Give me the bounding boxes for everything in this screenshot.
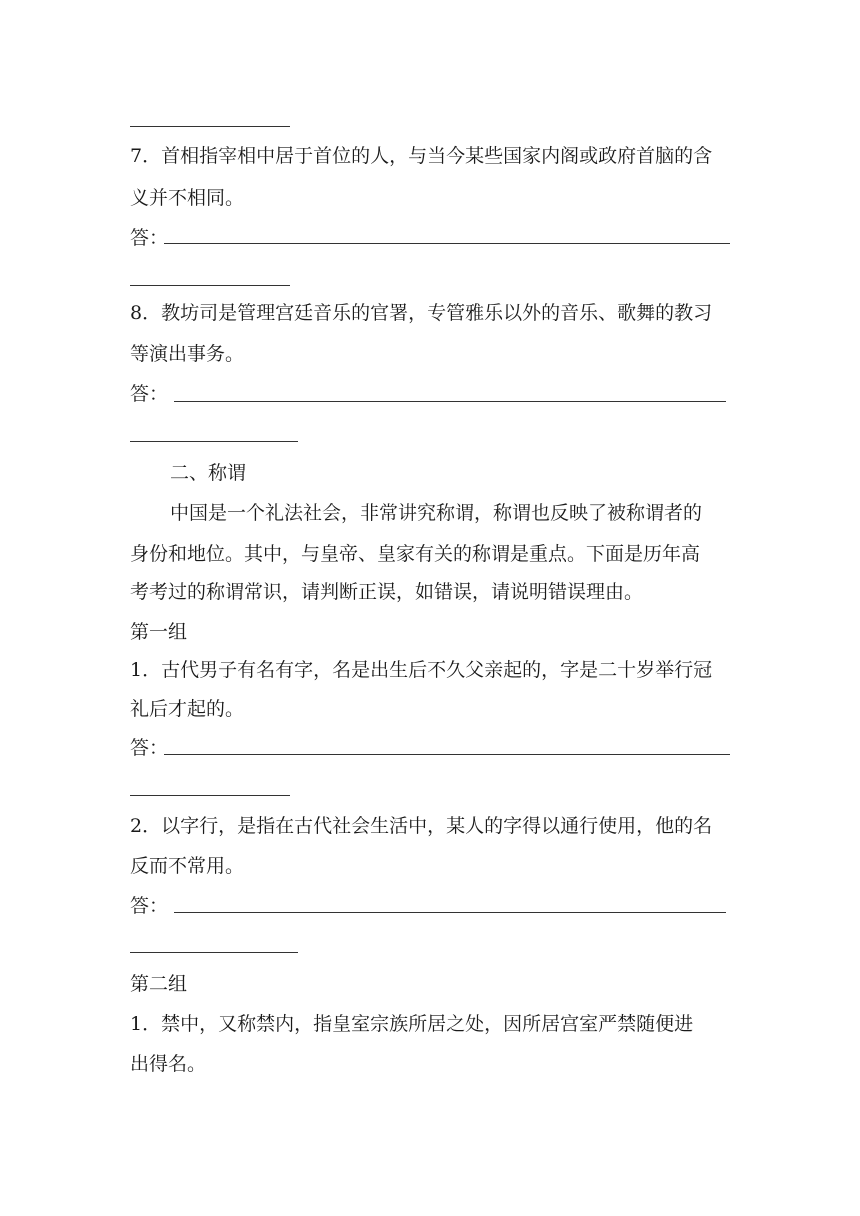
answer-line[interactable] <box>164 243 730 244</box>
section-title: 二、称谓 <box>170 462 247 484</box>
section-intro-line-3: 考考过的称谓常识，请判断正误，如错误，请说明错误理由。 <box>130 581 644 603</box>
answer-line[interactable] <box>174 912 726 913</box>
group-1-question-2-line-2: 反而不常用。 <box>130 855 245 877</box>
question-7-line-2: 义并不相同。 <box>130 187 245 209</box>
question-7-line-1: 7．首相指宰相中居于首位的人，与当今某些国家内阁或政府首脑的含 <box>130 145 713 167</box>
answer-label: 答： <box>130 383 169 405</box>
group-1-title: 第一组 <box>130 621 188 643</box>
question-8-line-1: 8．教坊司是管理宫廷音乐的官署，专管雅乐以外的音乐、歌舞的教习 <box>130 302 713 324</box>
group-1-question-2-line-1: 2．以字行，是指在古代社会生活中，某人的字得以通行使用，他的名 <box>130 815 713 837</box>
group-2-question-1-line-1: 1．禁中，又称禁内，指皇室宗族所居之处，因所居宫室严禁随便进 <box>130 1013 694 1035</box>
section-intro-line-2: 身份和地位。其中，与皇帝、皇家有关的称谓是重点。下面是历年高 <box>130 543 701 565</box>
answer-label: 答： <box>130 227 169 249</box>
answer-line-continuation[interactable] <box>130 952 298 953</box>
answer-label: 答： <box>130 737 169 759</box>
answer-line-continuation[interactable] <box>130 795 290 796</box>
answer-label: 答： <box>130 895 169 917</box>
group-2-question-1-line-2: 出得名。 <box>130 1053 207 1075</box>
answer-line-continuation[interactable] <box>130 441 298 442</box>
group-1-question-1-line-1: 1．古代男子有名有字，名是出生后不久父亲起的，字是二十岁举行冠 <box>130 659 713 681</box>
answer-line[interactable] <box>174 401 726 402</box>
question-8-line-2: 等演出事务。 <box>130 343 245 365</box>
group-1-question-1-line-2: 礼后才起的。 <box>130 698 245 720</box>
answer-line-continuation[interactable] <box>130 126 290 127</box>
answer-line-continuation[interactable] <box>130 285 290 286</box>
group-2-title: 第二组 <box>130 973 188 995</box>
answer-line[interactable] <box>164 754 730 755</box>
section-intro-line-1: 中国是一个礼法社会，非常讲究称谓，称谓也反映了被称谓者的 <box>170 502 703 524</box>
